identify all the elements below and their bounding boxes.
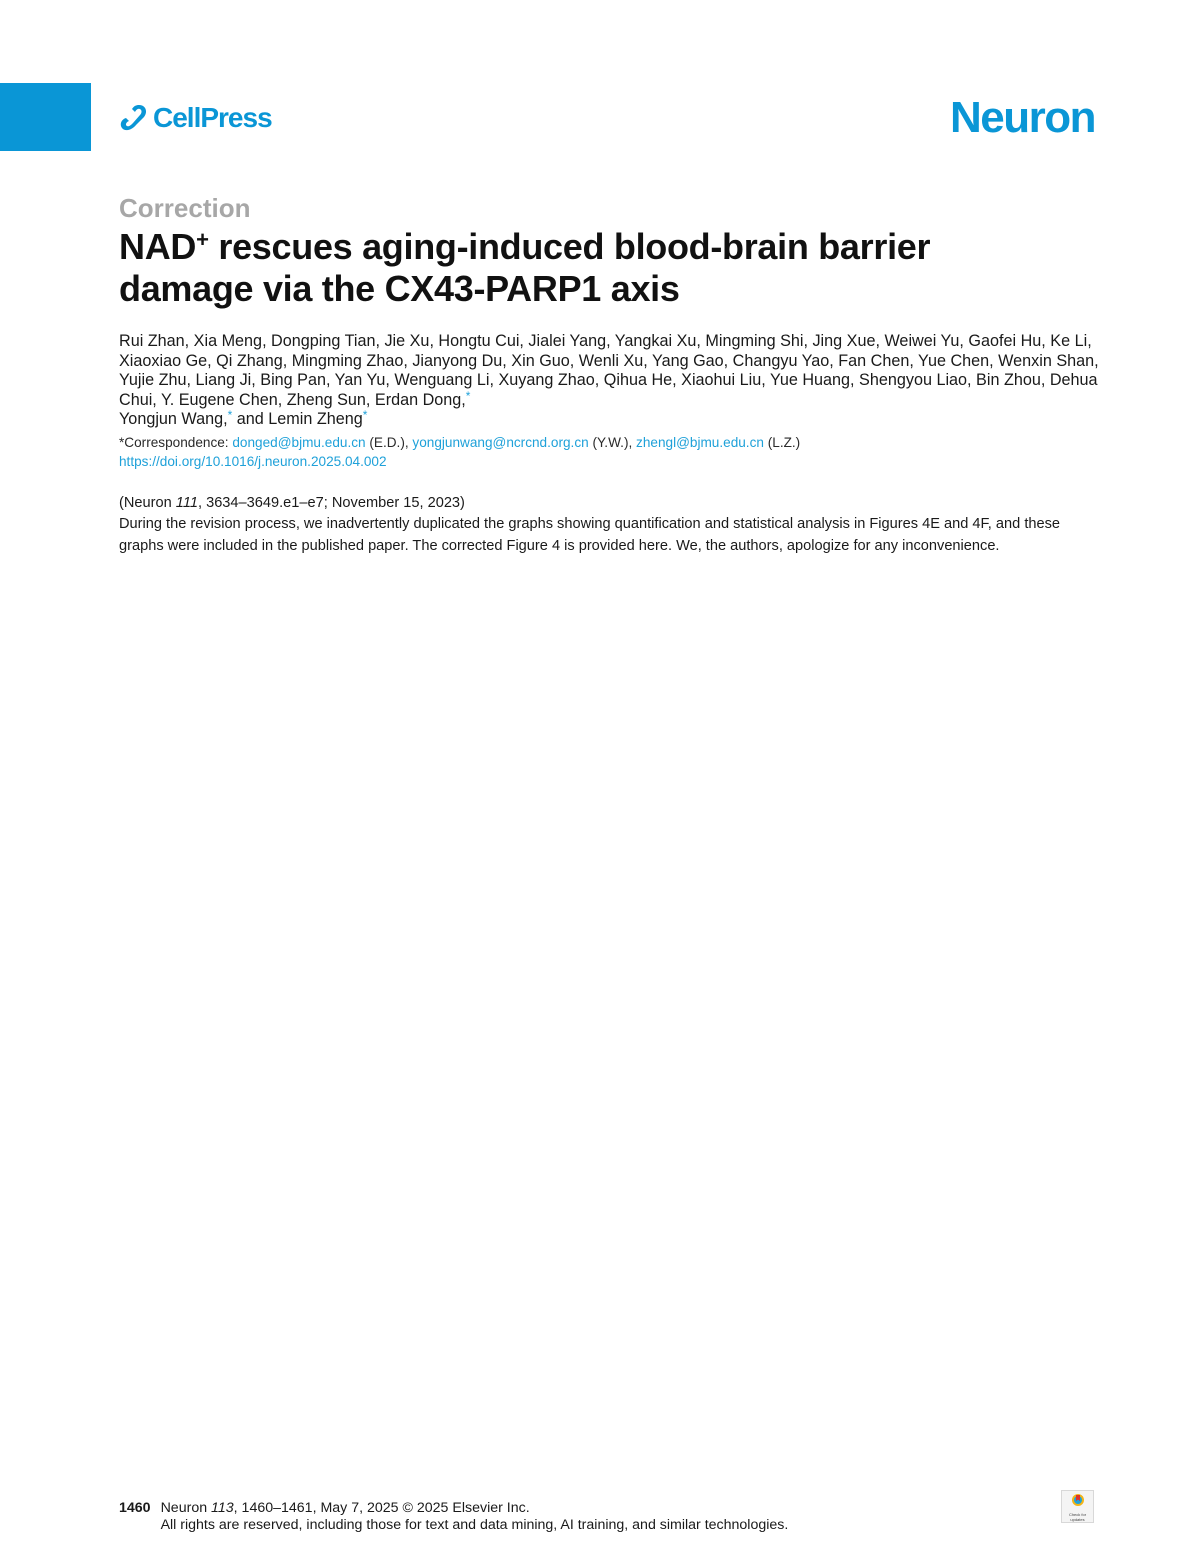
footer-journal: Neuron	[160, 1500, 212, 1516]
author-wang: Yongjun Wang,	[119, 410, 228, 429]
citation-rest: , 3634–3649.e1–e7; November 15, 2023)	[197, 495, 465, 511]
correspondence	[119, 434, 800, 452]
authors-text: Rui Zhan, Xia Meng, Dongping Tian, Jie Xu, Hongtu Cui, Jialei Yang, Yangkai Xu, Mingming Shi, Jing Xue, Weiwei Yu, Gaofei Hu, Ke Li, Xiaoxiao Ge, Qi Zhang, Mingming Zhao, Jianyong Du, Xin Guo, Wenli Xu, Yang Gao, Changyu Yao, Fan Chen, Yue Chen, Wenxin Shan, Yujie Zhu, Liang Ji, Bing Pan, Yan Yu, Wenguang Li, Xuyang Zhao, Qihua He, Xiaohui Liu, Yue Huang, Shengyou Liao, Bin Zhou, Dehua Chui, Y. Eugene Chen, Zheng Sun, Erdan Dong,	[119, 332, 1099, 409]
journal-title[interactable]: Neuron	[950, 93, 1095, 142]
corresponding-author-mark[interactable]: *	[465, 388, 471, 403]
citation-open: (Neuron	[119, 495, 176, 511]
original-citation	[119, 494, 465, 512]
check-for-updates-label: Check for updates	[1068, 1512, 1087, 1522]
publisher-name: CellPress	[153, 102, 272, 133]
citation-volume: 111	[175, 495, 198, 511]
footer-rights: All rights are reserved, including those for text and data mining, AI training, and similar technologies.	[160, 1517, 789, 1533]
initials-lz: (L.Z.)	[763, 435, 801, 450]
email-link-zheng[interactable]: zhengl@bjmu.edu.cn	[636, 435, 764, 450]
cellpress-logo-icon	[119, 103, 149, 133]
initials-ed: (E.D.),	[365, 435, 413, 450]
check-for-updates-icon	[1071, 1493, 1085, 1512]
email-link-wang[interactable]: yongjunwang@ncrcnd.org.cn	[412, 435, 589, 450]
author-zheng: and Lemin Zheng	[232, 410, 363, 429]
title-line1: rescues aging-induced blood-brain barrier	[208, 226, 931, 267]
corresponding-author-mark[interactable]: *	[227, 408, 233, 423]
corresponding-author-mark[interactable]: *	[362, 408, 368, 423]
initials-yw: (Y.W.),	[588, 435, 637, 450]
footer-citation-rest: , 1460–1461, May 7, 2025 © 2025 Elsevier Inc.	[233, 1500, 530, 1516]
footer-volume: 113	[211, 1500, 234, 1516]
cellpress-logo[interactable]	[119, 101, 272, 135]
footer-citation	[161, 1500, 789, 1517]
author-list	[119, 332, 1099, 430]
email-link-dong[interactable]: donged@bjmu.edu.cn	[232, 435, 366, 450]
page-number: 1460	[119, 1500, 151, 1516]
article-type: Correction	[119, 193, 251, 223]
doi	[119, 453, 387, 471]
page-footer	[119, 1500, 788, 1534]
check-for-updates-button[interactable]	[1061, 1490, 1094, 1523]
title-line2: damage via the CX43-PARP1 axis	[119, 268, 680, 309]
correction-body: During the revision process, we inadvertently duplicated the graphs showing quantification and statistical analysis in Figures 4E and 4F, and these graphs were included in the published paper. The corrected Figure 4 is provided here. We, the authors, apologize for any inconvenience.	[119, 516, 1061, 554]
correspondence-label: *Correspondence:	[119, 435, 233, 450]
title-nad: NAD	[119, 226, 197, 267]
brand-color-bar	[0, 83, 91, 151]
article-title	[119, 226, 1119, 310]
footer-lines	[161, 1500, 789, 1534]
title-superscript: +	[196, 227, 209, 252]
doi-link[interactable]: https://doi.org/10.1016/j.neuron.2025.04.002	[119, 454, 387, 469]
